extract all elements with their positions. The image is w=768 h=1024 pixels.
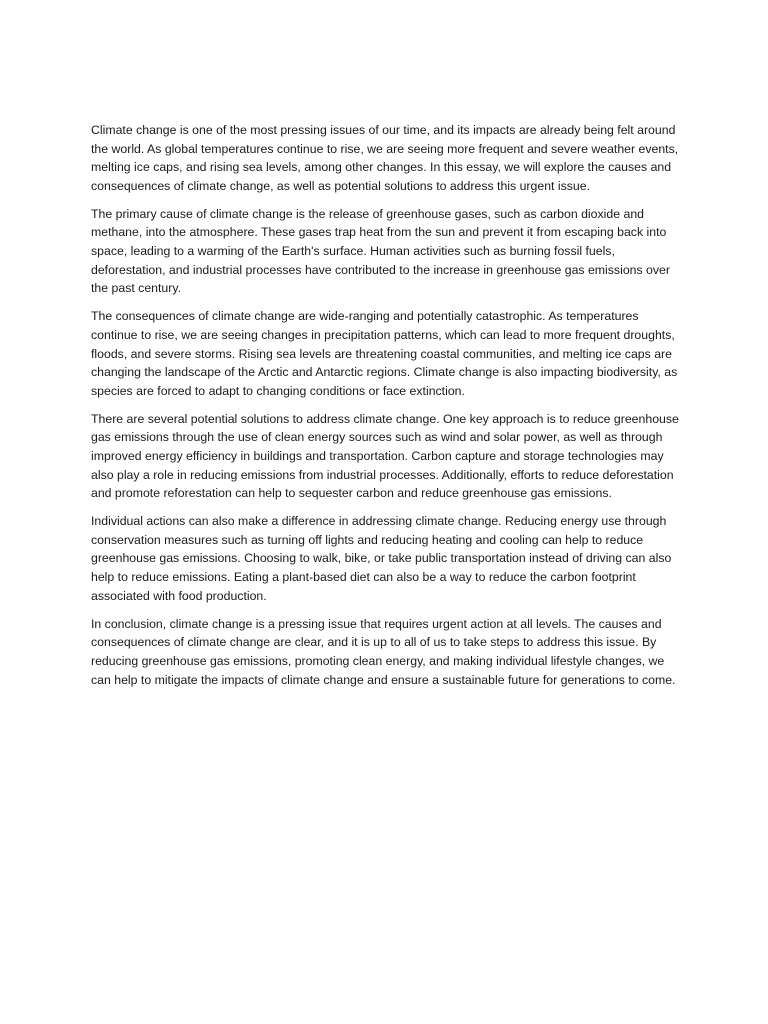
paragraph-introduction: Climate change is one of the most pressing issues of our time, and its impacts are already being felt around the world. As global temperatures continue to rise, we are seeing more frequent and severe weather events, melting ice caps, and rising sea levels, among other changes. In this essay, we will explore the causes and consequences of climate change, as well as potential solutions to address this urgent issue. — [91, 123, 679, 193]
paragraph-causes: The primary cause of climate change is the release of greenhouse gases, such as carbon dioxide and methane, into the atmosphere. These gases trap heat from the sun and prevent it from escaping back into space, leading to a warming of the Earth's surface. Human activities such as burning fossil fuels, deforestation, and industrial processes have contributed to the increase in greenhouse gas emissions over the past century. — [91, 206, 670, 296]
paragraph-solutions: There are several potential solutions to address climate change. One key approach is to reduce greenhouse gas emissions through the use of clean energy sources such as wind and solar power, as well as through improved energy efficiency in buildings and transportation. Carbon capture and storage technologies may also play a role in reducing emissions from industrial processes. Additionally, efforts to reduce deforestation and promote reforestation can help to sequester carbon and reduce greenhouse gas emissions. — [91, 411, 679, 501]
paragraph-conclusion: In conclusion, climate change is a pressing issue that requires urgent action at all levels. The causes and consequences of climate change are clear, and it is up to all of us to take steps to address this issue. By reducing greenhouse gas emissions, promoting clean energy, and making individual lifestyle changes, we can help to mitigate the impacts of climate change and ensure a sustainable future for generations to come. — [91, 616, 676, 687]
paragraph-individual-actions: Individual actions can also make a difference in addressing climate change. Reducing energy use through conservation measures such as turning off lights and reducing heating and cooling can help to reduce greenhouse gas emissions. Choosing to walk, bike, or take public transportation instead of driving can also help to reduce emissions. Eating a plant-based diet can also be a way to reduce the carbon footprint associated with food production. — [91, 514, 672, 603]
essay-body — [91, 121, 686, 699]
paragraph-consequences: The consequences of climate change are wide-ranging and potentially catastrophic. As temperatures continue to rise, we are seeing changes in precipitation patterns, which can lead to more frequent droughts, floods, and severe storms. Rising sea levels are threatening coastal communities, and melting ice caps are changing the landscape of the Arctic and Antarctic regions. Climate change is also impacting biodiversity, as species are forced to adapt to changing conditions or face extinction. — [91, 309, 678, 398]
